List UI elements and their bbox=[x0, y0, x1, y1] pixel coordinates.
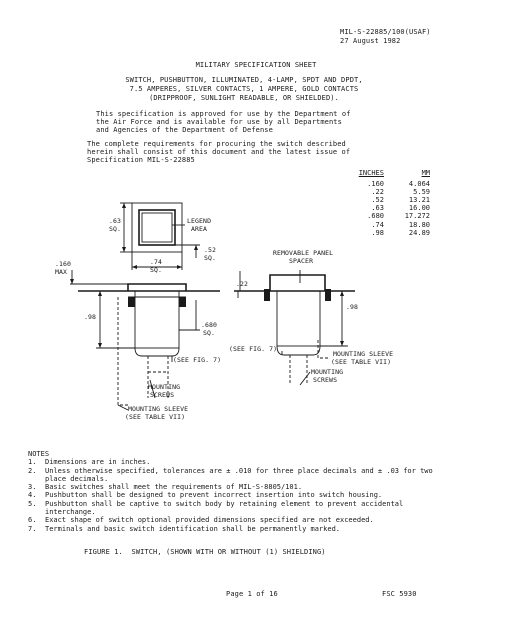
header-mm: MM bbox=[421, 169, 430, 177]
dim-52-label: .52 bbox=[204, 246, 217, 254]
note-text: Unless otherwise specified, tolerances are ± .010 for three place decimals and ± .03 for two place decimals. bbox=[45, 466, 433, 483]
legend-area-square bbox=[139, 210, 175, 245]
dim-63-label: .63 bbox=[109, 217, 122, 225]
approval-line-3: and Agencies of the Department of Defense bbox=[96, 126, 273, 134]
cell-mm: 18.80 bbox=[408, 220, 430, 229]
cell-inches: .63 bbox=[371, 204, 384, 213]
notes-section bbox=[28, 450, 445, 533]
side-view-drawing bbox=[70, 270, 220, 410]
see-table-right-label: (SEE TABLE VII) bbox=[331, 358, 392, 366]
cell-inches: .160 bbox=[367, 180, 384, 189]
note-number: 5. bbox=[28, 499, 37, 508]
fsc-code: FSC 5930 bbox=[382, 590, 417, 598]
requirements-line-1: The complete requirements for procuring the switch described bbox=[87, 140, 346, 148]
cell-inches: .680 bbox=[367, 212, 384, 221]
note-text: Exact shape of switch optional provided dimensions specified are not exceeded. bbox=[45, 516, 374, 525]
note-number: 6. bbox=[28, 516, 37, 525]
cell-inches: .52 bbox=[371, 196, 384, 205]
note-number: 7. bbox=[28, 524, 37, 533]
dim-74-sq-label: SQ. bbox=[150, 266, 163, 274]
figure-caption: FIGURE 1. SWITCH, (SHOWN WITH OR WITHOUT (1) SHIELDING) bbox=[84, 548, 326, 556]
cell-mm: 24.89 bbox=[408, 228, 430, 237]
screws-label: SCREWS bbox=[150, 391, 175, 399]
list-item bbox=[28, 491, 445, 499]
approval-line-2: the Air Force and is available for use by all Departments bbox=[96, 118, 342, 126]
list-item bbox=[28, 525, 445, 533]
header-inches: INCHES bbox=[358, 169, 384, 177]
list-item bbox=[28, 516, 445, 524]
dim-52-sq-label: SQ. bbox=[204, 254, 217, 262]
cell-inches: .74 bbox=[371, 220, 384, 229]
mounting-sleeve-right-label: MOUNTING SLEEVE bbox=[333, 350, 394, 358]
spec-date: 27 August 1982 bbox=[340, 37, 401, 45]
dim-98-label: .98 bbox=[84, 313, 97, 321]
cell-inches: .22 bbox=[371, 188, 384, 197]
spec-number: MIL-S-22885/100(USAF) bbox=[340, 28, 431, 36]
dim-680-sq-label: SQ. bbox=[203, 329, 216, 337]
dim-22-label: .22 bbox=[236, 280, 249, 288]
note-number: 3. bbox=[28, 483, 37, 492]
dim-63-sq-label: SQ. bbox=[109, 225, 122, 233]
approval-line-1: This specification is approved for use by the Department of bbox=[96, 110, 351, 118]
list-item bbox=[28, 467, 445, 484]
note-text: Basic switches shall meet the requirements of MIL-S-8805/101. bbox=[45, 483, 303, 492]
requirements-line-3: Specification MIL-S-22885 bbox=[87, 156, 195, 164]
mounting-right-label: MOUNTING bbox=[311, 368, 344, 376]
dim-74-label: .74 bbox=[150, 258, 163, 266]
cell-mm: 5.59 bbox=[413, 188, 430, 197]
note-number: 4. bbox=[28, 491, 37, 500]
screws-right-label: SCREWS bbox=[313, 376, 338, 384]
page-number: Page 1 of 16 bbox=[226, 590, 278, 598]
note-text: Pushbutton shall be captive to switch body by retaining element to prevent accidental interchange. bbox=[45, 499, 404, 517]
list-item bbox=[28, 483, 445, 491]
note-number: 1. bbox=[28, 458, 37, 467]
dim-160-label: .160 bbox=[55, 260, 72, 268]
switch-body bbox=[135, 291, 179, 348]
see-fig-label: (SEE FIG. 7) bbox=[173, 356, 222, 364]
title-line-3: (DRIPPROOF, SUNLIGHT READABLE, OR SHIELDED). bbox=[149, 94, 339, 102]
cell-mm: 13.21 bbox=[408, 196, 430, 205]
cell-mm: 17.272 bbox=[404, 212, 430, 221]
area-label: AREA bbox=[191, 225, 208, 233]
mounting-label: MOUNTING bbox=[148, 383, 181, 391]
title-line-2: 7.5 AMPERES, SILVER CONTACTS, 1 AMPERE, GOLD CONTACTS bbox=[129, 85, 359, 93]
cell-inches: .98 bbox=[371, 228, 384, 237]
legend-inner-square bbox=[142, 213, 172, 242]
see-fig-right-label: (SEE FIG. 7) bbox=[229, 345, 278, 353]
notes-heading: NOTES bbox=[28, 450, 50, 458]
cell-mm: 4.064 bbox=[408, 180, 430, 189]
spacer-label: SPACER bbox=[289, 257, 314, 265]
note-text: Dimensions are in inches. bbox=[45, 458, 151, 467]
note-text: Pushbutton shall be designed to prevent incorrect insertion into switch housing. bbox=[45, 491, 383, 500]
dim-98-right-label: .98 bbox=[346, 303, 359, 311]
note-number: 2. bbox=[28, 466, 37, 475]
title-line-1: SWITCH, PUSHBUTTON, ILLUMINATED, 4-LAMP, SPDT AND DPDT, bbox=[125, 76, 363, 84]
list-item bbox=[28, 500, 445, 517]
shielded-switch-body bbox=[277, 291, 320, 346]
see-table-label: (SEE TABLE VII) bbox=[125, 413, 186, 421]
list-item bbox=[28, 458, 445, 466]
removable-panel-label: REMOVABLE PANEL bbox=[273, 249, 334, 257]
page-title: MILITARY SPECIFICATION SHEET bbox=[195, 61, 317, 69]
requirements-line-2: herein shall consist of this document and the latest issue of bbox=[87, 148, 351, 156]
mounting-sleeve-label: MOUNTING SLEEVE bbox=[128, 405, 189, 413]
max-label: MAX bbox=[55, 268, 68, 276]
cell-mm: 16.00 bbox=[408, 204, 430, 213]
dim-680-label: .680 bbox=[201, 321, 218, 329]
legend-label: LEGEND bbox=[187, 217, 212, 225]
note-text: Terminals and basic switch identification shall be permanently marked. bbox=[45, 524, 341, 533]
